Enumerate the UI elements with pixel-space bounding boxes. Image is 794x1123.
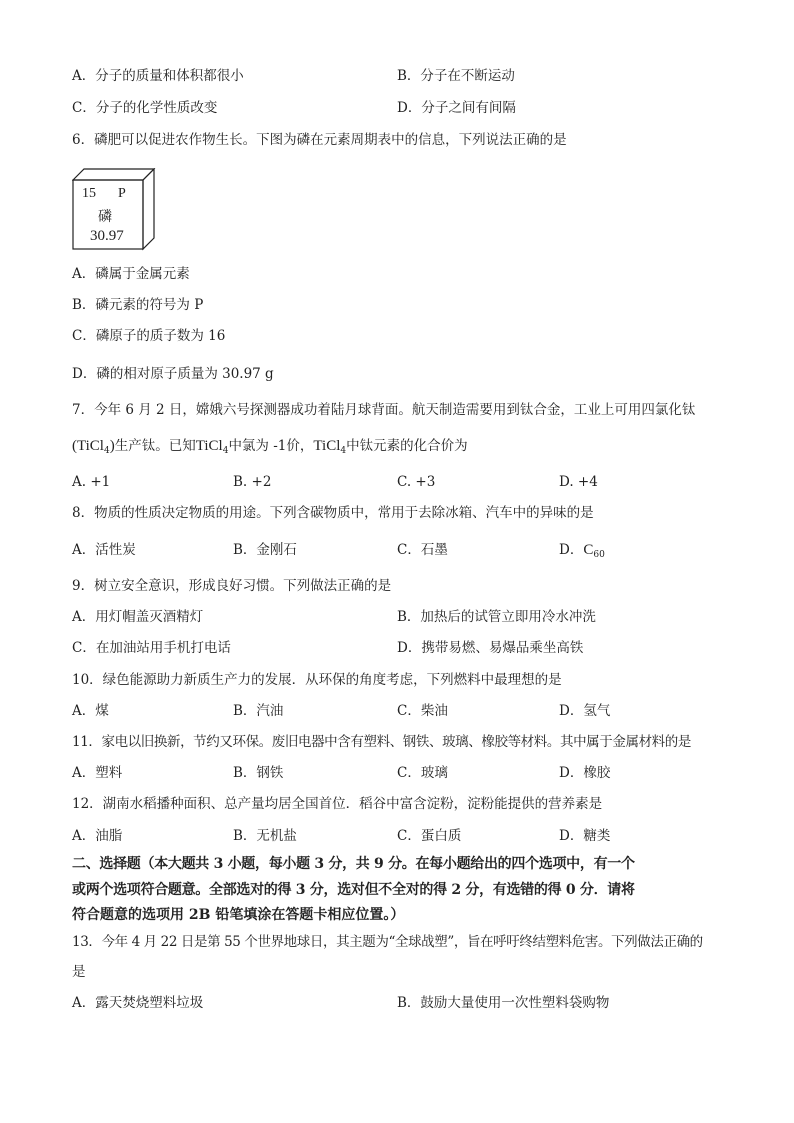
- section2-heading-line3: 符合题意的选项用 2B 铅笔填涂在答题卡相应位置。）: [72, 907, 405, 923]
- q13-stem-line2: 是: [72, 964, 86, 980]
- q6-option-c: C．磷原子的质子数为 16: [72, 328, 226, 344]
- q12-option-b: B．无机盐: [233, 828, 297, 844]
- q7-option-d: D. +4: [559, 474, 598, 490]
- q7-formula-2-sub: 4: [222, 446, 229, 456]
- q10-option-c: C．柴油: [397, 703, 448, 719]
- q7-paren-close: ): [109, 438, 115, 454]
- q9-option-d: D．携带易燃、易爆品乘坐高铁: [397, 640, 584, 656]
- q7-option-c: C. +3: [397, 474, 436, 490]
- q10-option-a: A．煤: [72, 703, 109, 719]
- q5-option-d: D．分子之间有间隔: [397, 100, 516, 116]
- q8-option-b: B．金刚石: [233, 542, 297, 558]
- q8-option-d-prefix: D．: [559, 542, 584, 558]
- q13-option-a: A．露天焚烧塑料垃圾: [72, 995, 204, 1011]
- q10-option-b: B．汽油: [233, 703, 284, 719]
- q7-formula-1: TiCl: [77, 438, 104, 454]
- q12-option-a: A．油脂: [72, 828, 123, 844]
- q9-stem: 9．树立安全意识，形成良好习惯。下列做法正确的是: [72, 578, 392, 594]
- q12-option-c: C．蛋白质: [397, 828, 462, 844]
- q12-option-d: D．糖类: [559, 828, 611, 844]
- q7-formula-1-sub: 4: [103, 446, 110, 456]
- q9-option-b: B．加热后的试管立即用冷水冲洗: [397, 609, 596, 625]
- section2-heading-line1: 二、选择题（本大题共 3 小题，每小题 3 分，共 9 分。在每小题给出的四个选项中，有一个: [72, 856, 635, 872]
- q7-stem-line2: [72, 436, 468, 461]
- element-cell-phosphorus: [72, 168, 152, 248]
- q7-formula-2: TiCl: [195, 438, 223, 454]
- q6-stem: 6．磷肥可以促进农作物生长。下图为磷在元素周期表中的信息，下列说法正确的是: [72, 132, 567, 148]
- q11-option-c: C．玻璃: [397, 765, 448, 781]
- q7-stem-part-c: 中钛元素的化合价为: [346, 438, 468, 454]
- q7-formula-3-sub: 4: [340, 446, 347, 456]
- q11-option-b: B．钢铁: [233, 765, 284, 781]
- q5-option-c: C．分子的化学性质改变: [72, 100, 218, 116]
- element-symbol: P: [118, 186, 126, 201]
- q6-option-b: B．磷元素的符号为 P: [72, 297, 204, 313]
- q9-option-a: A．用灯帽盖灭酒精灯: [72, 609, 204, 625]
- q5-option-b: B．分子在不断运动: [397, 68, 515, 84]
- q7-option-b: B. +2: [233, 474, 272, 490]
- q8-option-d-sub: 60: [593, 550, 605, 560]
- q7-paren-open: (: [72, 438, 77, 454]
- q7-stem-line1: 7．今年 6 月 2 日，嫦娥六号探测器成功着陆月球背面。航天制造需要用到钛合金，工业上可用四氯化钛: [72, 402, 696, 418]
- q11-stem: 11．家电以旧换新，节约又环保。废旧电器中含有塑料、钢铁、玻璃、橡胶等材料。其中属于金属材料的是: [72, 734, 691, 750]
- q13-stem-line1: 13．今年 4 月 22 日是第 55 个世界地球日，其主题为“全球战塑”，旨在呼吁终结塑料危害。下列做法正确的: [72, 934, 703, 950]
- q9-option-c: C．在加油站用手机打电话: [72, 640, 231, 656]
- q8-stem: 8．物质的性质决定物质的用途。下列含碳物质中，常用于去除冰箱、汽车中的异味的是: [72, 505, 594, 521]
- element-atomic-mass: 30.97: [90, 228, 124, 244]
- element-atomic-number: 15: [82, 186, 96, 201]
- q12-stem: 12．湖南水稻播种面积、总产量均居全国首位．稻谷中富含淀粉，淀粉能提供的营养素是: [72, 796, 603, 812]
- q13-option-b: B．鼓励大量使用一次性塑料袋购物: [397, 995, 610, 1011]
- q7-formula-3: TiCl: [313, 438, 341, 454]
- element-name: 磷: [98, 209, 112, 225]
- q5-option-a: A．分子的质量和体积都很小: [72, 68, 244, 84]
- q6-option-d: D．磷的相对原子质量为 30.97 g: [72, 366, 274, 382]
- q11-option-a: A．塑料: [72, 765, 123, 781]
- q7-option-a: A. +1: [72, 474, 111, 490]
- q10-stem: 10．绿色能源助力新质生产力的发展．从环保的角度考虑，下列燃料中最理想的是: [72, 672, 562, 688]
- q10-option-d: D．氢气: [559, 703, 611, 719]
- section2-heading-line2: 或两个选项符合题意。全部选对的得 3 分，选对但不全对的得 2 分，有选错的得 0 分．请将: [72, 882, 635, 898]
- q11-option-d: D．橡胶: [559, 765, 611, 781]
- q8-option-c: C．石墨: [397, 542, 448, 558]
- q7-stem-part-b: 中氯为 -1价，: [228, 438, 314, 454]
- q8-option-d-formula: C: [583, 542, 594, 558]
- q7-stem-part-a: 生产钛。已知: [114, 438, 196, 454]
- q8-option-d: [559, 540, 605, 565]
- q6-option-a: A．磷属于金属元素: [72, 266, 190, 282]
- q8-option-a: A．活性炭: [72, 542, 136, 558]
